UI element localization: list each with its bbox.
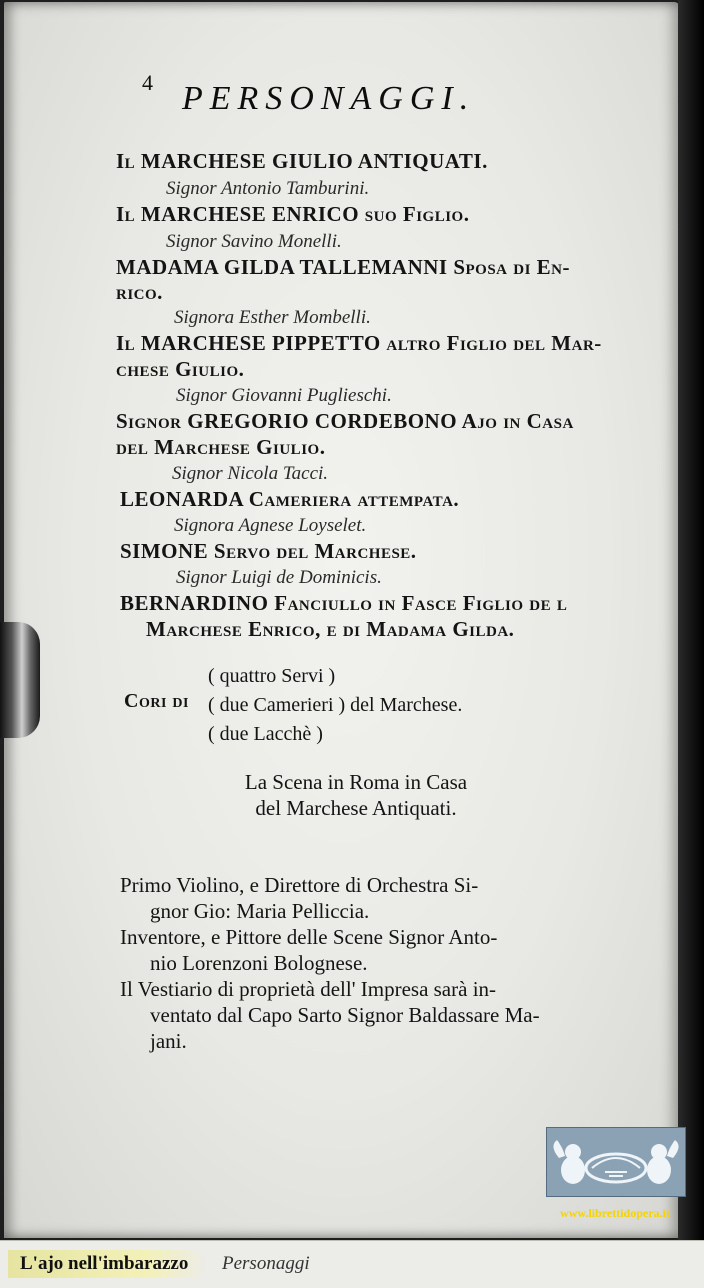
credit-line: ventato dal Capo Sarto Signor Baldassare Ma-	[150, 1003, 540, 1027]
credit-line: Primo Violino, e Direttore di Orchestra Si-	[120, 873, 479, 897]
credit-line: jani.	[150, 1029, 187, 1053]
actor-line: Signora Esther Mombelli.	[174, 307, 371, 328]
emblem-graphic	[547, 1128, 685, 1196]
credit-line: nio Lorenzoni Bolognese.	[150, 951, 368, 975]
actor-line: Signor Luigi de Dominicis.	[176, 567, 382, 588]
scene-line: del Marchese Antiquati.	[255, 796, 457, 820]
character-line: Marchese Enrico, e di Madama Gilda.	[146, 617, 515, 641]
page-edge-shadow	[678, 0, 704, 1240]
actor-line: Signor Nicola Tacci.	[172, 463, 329, 484]
credit-line: Il Vestiario di proprietà dell' Impresa sarà in-	[120, 977, 497, 1001]
actor-line: Signora Agnese Loyselet.	[174, 515, 367, 536]
page-heading: PERSONAGGI.	[182, 80, 476, 117]
character-line: Signor GREGORIO CORDEBONO Ajo in Casa	[116, 409, 574, 433]
character-line: MADAMA GILDA TALLEMANNI Sposa di En-	[116, 255, 571, 279]
page-clip	[0, 622, 40, 738]
actor-line: Signor Giovanni Puglieschi.	[176, 385, 392, 406]
character-line: del Marchese Giulio.	[116, 435, 326, 459]
character-line: SIMONE Servo del Marchese.	[120, 539, 417, 563]
character-line: BERNARDINO Fanciullo in Fasce Figlio de l	[120, 591, 568, 615]
opera-title: L'ajo nell'imbarazzo	[8, 1250, 206, 1278]
actor-line: Signor Antonio Tamburini.	[166, 178, 370, 199]
cherubs-emblem-icon[interactable]	[546, 1127, 686, 1197]
actor-line: Signor Savino Monelli.	[166, 231, 342, 252]
section-subtitle: Personaggi	[222, 1253, 310, 1274]
chorus-item: ( due Camerieri ) del Marchese.	[208, 694, 463, 716]
character-line: chese Giulio.	[116, 357, 245, 381]
page-number: 4	[142, 70, 153, 95]
chorus-list	[208, 662, 462, 749]
chorus-item: ( quattro Servi )	[208, 665, 336, 687]
character-line: Il MARCHESE ENRICO suo Figlio.	[116, 202, 470, 226]
character-line: LEONARDA Cameriera attempata.	[120, 487, 460, 511]
character-line: rico.	[116, 280, 163, 304]
chorus-item: ( due Lacchè )	[208, 723, 323, 745]
footer-bar	[0, 1240, 704, 1288]
chorus-block	[124, 662, 604, 750]
scene-line: La Scena in Roma in Casa	[244, 770, 468, 794]
credit-line: gnor Gio: Maria Pelliccia.	[150, 899, 370, 923]
character-line: Il MARCHESE PIPPETTO altro Figlio del Mar-	[116, 331, 602, 355]
site-url-link[interactable]: www.librettidopera.it	[560, 1206, 670, 1220]
scanned-page	[4, 2, 680, 1238]
character-line: Il MARCHESE GIULIO ANTIQUATI.	[116, 149, 488, 173]
credit-line: Inventore, e Pittore delle Scene Signor Anto-	[120, 925, 498, 949]
chorus-label: Cori di	[124, 690, 189, 712]
